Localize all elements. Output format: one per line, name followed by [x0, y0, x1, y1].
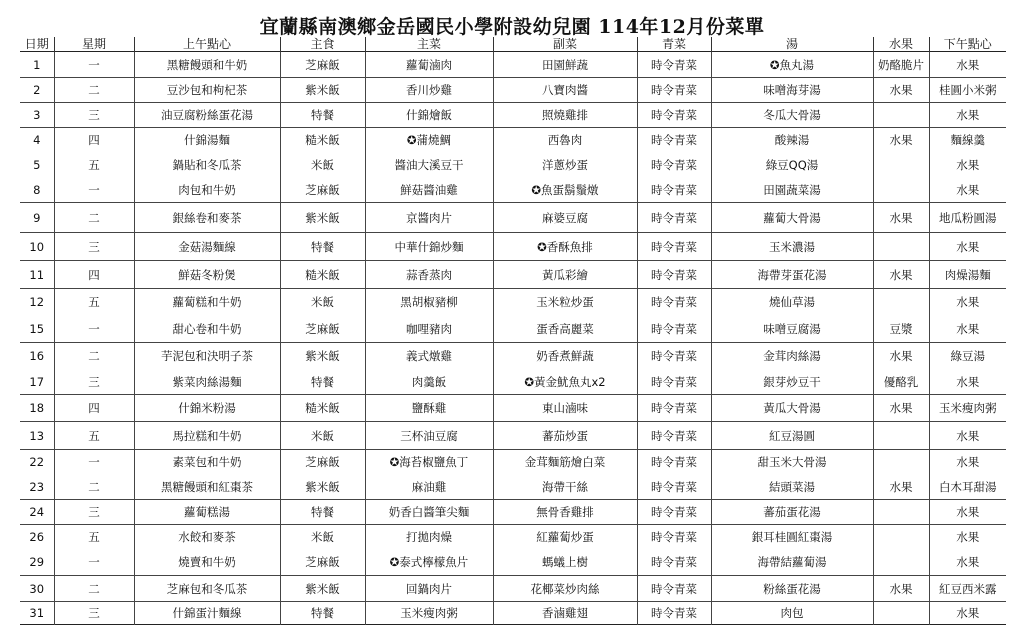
soup-cell: 燒仙草湯 — [711, 289, 873, 316]
date-cell: 15 — [20, 316, 54, 343]
soup-cell: 金茸肉絲湯 — [711, 343, 873, 370]
pm-snack-cell: 水果 — [956, 158, 980, 172]
date-cell: 8 — [20, 178, 54, 203]
fruit-cell — [873, 233, 929, 261]
soup-cell: 綠豆QQ湯 — [711, 153, 873, 178]
vegetable-cell: 時令青菜 — [637, 52, 711, 78]
pm-snack-cell: 水果 — [956, 606, 980, 620]
pm-snack-cell: 水果 — [956, 239, 980, 254]
soup-cell: 蘿蔔大骨湯 — [711, 203, 873, 233]
staple-cell: 紫米飯 — [280, 576, 365, 602]
side-dish-cell: 東山滷味 — [493, 395, 637, 422]
pm-snack-cell: 水果 — [956, 295, 980, 310]
weekday-cell: 四 — [54, 395, 134, 422]
side-dish-cell: 海帶干絲 — [493, 475, 637, 500]
table-row — [20, 103, 1006, 128]
col-am-snack: 上午點心 — [134, 37, 280, 52]
weekday-cell: 四 — [54, 128, 134, 153]
side-dish-cell: 金茸麵筋燴白菜 — [493, 450, 637, 475]
soup-cell: 肉包 — [711, 602, 873, 625]
menu-table — [20, 37, 1006, 625]
main-dish-cell: 鮮菇醬油雞 — [365, 178, 493, 203]
side-dish-cell: 香滷雞翅 — [493, 602, 637, 625]
pm-snack-cell: 水果 — [956, 530, 980, 545]
staple-cell: 米飯 — [280, 422, 365, 450]
fruit-cell — [873, 602, 929, 625]
weekday-cell: 二 — [54, 343, 134, 370]
fruit-cell — [873, 103, 929, 128]
col-soup: 湯 — [711, 37, 873, 52]
side-dish-cell: 紅蘿蔔炒蛋 — [493, 525, 637, 550]
col-staple: 主食 — [280, 37, 365, 52]
staple-cell: 米飯 — [280, 525, 365, 550]
vegetable-cell: 時令青菜 — [637, 576, 711, 602]
date-cell: 29 — [20, 550, 54, 576]
weekday-cell: 三 — [54, 233, 134, 261]
table-row — [20, 525, 1006, 550]
pm-snack-cell: 綠豆湯 — [950, 349, 985, 364]
side-dish-cell: 奶香煮鮮蔬 — [493, 343, 637, 370]
weekday-cell: 一 — [54, 550, 134, 576]
soup-cell: 銀耳桂圓紅棗湯 — [711, 525, 873, 550]
pm-snack-cell: 玉米瘦肉粥 — [939, 401, 997, 415]
fruit-cell: 水果 — [873, 128, 929, 153]
vegetable-cell: 時令青菜 — [637, 233, 711, 261]
date-cell: 11 — [20, 261, 54, 289]
fruit-cell — [873, 500, 929, 525]
vegetable-cell: 時令青菜 — [637, 203, 711, 233]
soup-cell: 結頭菜湯 — [711, 475, 873, 500]
table-row — [20, 395, 1006, 422]
weekday-cell: 五 — [54, 422, 134, 450]
col-veg: 青菜 — [637, 37, 711, 52]
am-snack-cell: 蘿蔔糕湯 — [134, 500, 280, 525]
date-cell: 13 — [20, 422, 54, 450]
soup-cell: 蕃茄蛋花湯 — [711, 500, 873, 525]
col-main: 主菜 — [365, 37, 493, 52]
soup-cell: ✪魚丸湯 — [711, 52, 873, 78]
table-row — [20, 422, 1006, 450]
vegetable-cell: 時令青菜 — [637, 343, 711, 370]
table-row — [20, 316, 1006, 343]
main-dish-cell: ✪泰式檸檬魚片 — [365, 550, 493, 576]
col-side: 副菜 — [493, 37, 637, 52]
side-dish-cell: 蕃茄炒蛋 — [493, 422, 637, 450]
am-snack-cell: 什錦米粉湯 — [134, 395, 280, 422]
weekday-cell: 二 — [54, 78, 134, 103]
fruit-cell: 豆漿 — [873, 316, 929, 343]
table-row — [20, 203, 1006, 233]
table-row — [20, 261, 1006, 289]
main-dish-cell: 鹽酥雞 — [365, 395, 493, 422]
fruit-cell: 水果 — [873, 395, 929, 422]
soup-cell: 粉絲蛋花湯 — [711, 576, 873, 602]
side-dish-cell: 照燒雞排 — [493, 103, 637, 128]
am-snack-cell: 蘿蔔糕和牛奶 — [134, 289, 280, 316]
main-dish-cell: 打拋肉燥 — [365, 525, 493, 550]
am-snack-cell: 素菜包和牛奶 — [134, 450, 280, 475]
am-snack-cell: 黑糖饅頭和牛奶 — [134, 52, 280, 78]
weekday-cell: 二 — [54, 475, 134, 500]
weekday-cell: 一 — [54, 316, 134, 343]
table-row — [20, 450, 1006, 475]
col-weekday: 星期 — [54, 37, 134, 52]
staple-cell: 芝麻飯 — [280, 52, 365, 78]
main-dish-cell: 玉米瘦肉粥 — [365, 602, 493, 625]
soup-cell: 黃瓜大骨湯 — [711, 395, 873, 422]
am-snack-cell: 水餃和麥茶 — [134, 525, 280, 550]
staple-cell: 芝麻飯 — [280, 178, 365, 203]
col-pm-snack: 下午點心 — [943, 37, 992, 51]
staple-cell: 特餐 — [280, 500, 365, 525]
vegetable-cell: 時令青菜 — [637, 289, 711, 316]
weekday-cell: 一 — [54, 178, 134, 203]
am-snack-cell: 鍋貼和冬瓜茶 — [134, 153, 280, 178]
weekday-cell: 三 — [54, 103, 134, 128]
side-dish-cell: 田園鮮蔬 — [493, 52, 637, 78]
weekday-cell: 五 — [54, 289, 134, 316]
side-dish-cell: 無骨香雞排 — [493, 500, 637, 525]
side-dish-cell: 八寶肉醬 — [493, 78, 637, 103]
table-row — [20, 233, 1006, 261]
table-row — [20, 178, 1006, 203]
fruit-cell: 水果 — [873, 475, 929, 500]
weekday-cell: 四 — [54, 261, 134, 289]
col-date: 日期 — [20, 37, 54, 52]
soup-cell: 甜玉米大骨湯 — [711, 450, 873, 475]
am-snack-cell: 油豆腐粉絲蛋花湯 — [134, 103, 280, 128]
am-snack-cell: 紫菜肉絲湯麵 — [134, 370, 280, 395]
vegetable-cell: 時令青菜 — [637, 602, 711, 625]
am-snack-cell: 甜心卷和牛奶 — [134, 316, 280, 343]
main-dish-cell: 咖哩豬肉 — [365, 316, 493, 343]
pm-snack-cell: 肉燥湯麵 — [944, 267, 991, 282]
side-dish-cell: ✪魚蛋鬍鬚燉 — [493, 178, 637, 203]
table-row — [20, 602, 1006, 625]
pm-snack-cell: 紅豆西米露 — [939, 581, 997, 596]
table-row — [20, 128, 1006, 153]
side-dish-cell: 螞蟻上樹 — [493, 550, 637, 576]
staple-cell: 特餐 — [280, 103, 365, 128]
vegetable-cell: 時令青菜 — [637, 500, 711, 525]
fruit-cell — [873, 450, 929, 475]
main-dish-cell: 麻油雞 — [365, 475, 493, 500]
date-cell: 3 — [20, 103, 54, 128]
staple-cell: 紫米飯 — [280, 203, 365, 233]
weekday-cell: 二 — [54, 576, 134, 602]
date-cell: 26 — [20, 525, 54, 550]
soup-cell: 玉米濃湯 — [711, 233, 873, 261]
main-dish-cell: 義式燉雞 — [365, 343, 493, 370]
vegetable-cell: 時令青菜 — [637, 422, 711, 450]
soup-cell: 田園蔬菜湯 — [711, 178, 873, 203]
vegetable-cell: 時令青菜 — [637, 550, 711, 576]
fruit-cell: 優酪乳 — [873, 370, 929, 395]
side-dish-cell: ✪黃金魷魚丸x2 — [493, 370, 637, 395]
pm-snack-cell: 水果 — [956, 374, 980, 389]
pm-snack-cell: 水果 — [956, 182, 980, 197]
date-cell: 1 — [20, 52, 54, 78]
main-dish-cell: 醬油大溪豆干 — [365, 153, 493, 178]
weekday-cell: 五 — [54, 153, 134, 178]
table-row — [20, 52, 1006, 78]
side-dish-cell: ✪香酥魚排 — [493, 233, 637, 261]
main-dish-cell: 香川炒雞 — [365, 78, 493, 103]
table-row — [20, 370, 1006, 395]
vegetable-cell: 時令青菜 — [637, 395, 711, 422]
staple-cell: 米飯 — [280, 153, 365, 178]
weekday-cell: 三 — [54, 602, 134, 625]
side-dish-cell: 麻婆豆腐 — [493, 203, 637, 233]
am-snack-cell: 芝麻包和冬瓜茶 — [134, 576, 280, 602]
date-cell: 23 — [20, 475, 54, 500]
pm-snack-cell: 水果 — [956, 57, 980, 72]
fruit-cell — [873, 178, 929, 203]
soup-cell: 海帶結蘿蔔湯 — [711, 550, 873, 576]
side-dish-cell: 玉米粒炒蛋 — [493, 289, 637, 316]
side-dish-cell: 花椰菜炒肉絲 — [493, 576, 637, 602]
table-row — [20, 500, 1006, 525]
page-title: 宜蘭縣南澳鄉金岳國民小學附設幼兒園 114年12月份菜單 — [259, 16, 765, 38]
soup-cell: 冬瓜大骨湯 — [711, 103, 873, 128]
main-dish-cell: 什錦燴飯 — [365, 103, 493, 128]
vegetable-cell: 時令青菜 — [637, 103, 711, 128]
menu-body — [20, 52, 1006, 625]
date-cell: 31 — [20, 602, 54, 625]
am-snack-cell: 金菇湯麵線 — [134, 233, 280, 261]
table-row — [20, 78, 1006, 103]
table-row — [20, 289, 1006, 316]
pm-snack-cell: 水果 — [956, 505, 980, 519]
table-row — [20, 576, 1006, 602]
soup-cell: 酸辣湯 — [711, 128, 873, 153]
fruit-cell: 水果 — [873, 78, 929, 103]
staple-cell: 紫米飯 — [280, 343, 365, 370]
main-dish-cell: ✪蒲燒鯛 — [365, 128, 493, 153]
side-dish-cell: 蛋香高麗菜 — [493, 316, 637, 343]
date-cell: 4 — [20, 128, 54, 153]
pm-snack-cell: 水果 — [956, 555, 980, 570]
am-snack-cell: 燒賣和牛奶 — [134, 550, 280, 576]
header-row — [20, 37, 1006, 52]
fruit-cell: 水果 — [873, 576, 929, 602]
am-snack-cell: 馬拉糕和牛奶 — [134, 422, 280, 450]
am-snack-cell: 芋泥包和決明子茶 — [134, 343, 280, 370]
side-dish-cell: 洋蔥炒蛋 — [493, 153, 637, 178]
vegetable-cell: 時令青菜 — [637, 316, 711, 343]
vegetable-cell: 時令青菜 — [637, 261, 711, 289]
side-dish-cell: 黃瓜彩繪 — [493, 261, 637, 289]
pm-snack-cell: 白木耳甜湯 — [939, 479, 997, 494]
fruit-cell — [873, 525, 929, 550]
staple-cell: 芝麻飯 — [280, 450, 365, 475]
pm-snack-cell: 地瓜粉圓湯 — [939, 210, 997, 225]
soup-cell: 海帶芽蛋花湯 — [711, 261, 873, 289]
pm-snack-cell: 水果 — [956, 108, 980, 122]
am-snack-cell: 黑糖饅頭和紅棗茶 — [134, 475, 280, 500]
date-cell: 10 — [20, 233, 54, 261]
date-cell: 18 — [20, 395, 54, 422]
main-dish-cell: 奶香白醬筆尖麵 — [365, 500, 493, 525]
staple-cell: 芝麻飯 — [280, 550, 365, 576]
staple-cell: 特餐 — [280, 370, 365, 395]
fruit-cell: 奶酪脆片 — [873, 52, 929, 78]
date-cell: 9 — [20, 203, 54, 233]
table-row — [20, 343, 1006, 370]
table-row — [20, 550, 1006, 576]
weekday-cell: 一 — [54, 450, 134, 475]
am-snack-cell: 鮮菇冬粉煲 — [134, 261, 280, 289]
main-dish-cell: 中華什錦炒麵 — [365, 233, 493, 261]
main-dish-cell: 三杯油豆腐 — [365, 422, 493, 450]
main-dish-cell: 肉羹飯 — [365, 370, 493, 395]
main-dish-cell: ✪海苔椒鹽魚丁 — [365, 450, 493, 475]
weekday-cell: 三 — [54, 370, 134, 395]
fruit-cell — [873, 550, 929, 576]
date-cell: 2 — [20, 78, 54, 103]
am-snack-cell: 銀絲卷和麥茶 — [134, 203, 280, 233]
staple-cell: 特餐 — [280, 602, 365, 625]
staple-cell: 芝麻飯 — [280, 316, 365, 343]
main-dish-cell: 京醬肉片 — [365, 203, 493, 233]
vegetable-cell: 時令青菜 — [637, 475, 711, 500]
soup-cell: 味噌海芽湯 — [711, 78, 873, 103]
pm-snack-cell: 麵線羹 — [950, 133, 985, 148]
staple-cell: 特餐 — [280, 233, 365, 261]
date-cell: 5 — [20, 153, 54, 178]
fruit-cell — [873, 289, 929, 316]
vegetable-cell: 時令青菜 — [637, 450, 711, 475]
staple-cell: 糙米飯 — [280, 395, 365, 422]
main-dish-cell: 黑胡椒豬柳 — [365, 289, 493, 316]
vegetable-cell: 時令青菜 — [637, 525, 711, 550]
staple-cell: 紫米飯 — [280, 78, 365, 103]
staple-cell: 糙米飯 — [280, 128, 365, 153]
pm-snack-cell: 桂圓小米粥 — [939, 83, 997, 97]
soup-cell: 銀芽炒豆干 — [711, 370, 873, 395]
table-row — [20, 475, 1006, 500]
vegetable-cell: 時令青菜 — [637, 153, 711, 178]
weekday-cell: 三 — [54, 500, 134, 525]
vegetable-cell: 時令青菜 — [637, 78, 711, 103]
weekday-cell: 一 — [54, 52, 134, 78]
fruit-cell: 水果 — [873, 343, 929, 370]
vegetable-cell: 時令青菜 — [637, 370, 711, 395]
vegetable-cell: 時令青菜 — [637, 128, 711, 153]
staple-cell: 米飯 — [280, 289, 365, 316]
date-cell: 17 — [20, 370, 54, 395]
date-cell: 12 — [20, 289, 54, 316]
weekday-cell: 五 — [54, 525, 134, 550]
date-cell: 30 — [20, 576, 54, 602]
vegetable-cell: 時令青菜 — [637, 178, 711, 203]
am-snack-cell: 什錦湯麵 — [134, 128, 280, 153]
am-snack-cell: 什錦蛋汁麵線 — [134, 602, 280, 625]
table-row — [20, 153, 1006, 178]
date-cell: 22 — [20, 450, 54, 475]
col-fruit: 水果 — [873, 37, 929, 52]
pm-snack-cell: 水果 — [956, 428, 980, 443]
pm-snack-cell: 水果 — [956, 455, 980, 470]
side-dish-cell: 西魯肉 — [493, 128, 637, 153]
am-snack-cell: 肉包和牛奶 — [134, 178, 280, 203]
date-cell: 16 — [20, 343, 54, 370]
fruit-cell — [873, 153, 929, 178]
staple-cell: 紫米飯 — [280, 475, 365, 500]
fruit-cell — [873, 422, 929, 450]
date-cell: 24 — [20, 500, 54, 525]
main-dish-cell: 蒜香蒸肉 — [365, 261, 493, 289]
main-dish-cell: 蘿蔔滷肉 — [365, 52, 493, 78]
fruit-cell: 水果 — [873, 203, 929, 233]
main-dish-cell: 回鍋肉片 — [365, 576, 493, 602]
am-snack-cell: 豆沙包和枸杞茶 — [134, 78, 280, 103]
weekday-cell: 二 — [54, 203, 134, 233]
pm-snack-cell: 水果 — [956, 321, 980, 336]
staple-cell: 糙米飯 — [280, 261, 365, 289]
soup-cell: 紅豆湯圓 — [711, 422, 873, 450]
soup-cell: 味噌豆腐湯 — [711, 316, 873, 343]
fruit-cell: 水果 — [873, 261, 929, 289]
